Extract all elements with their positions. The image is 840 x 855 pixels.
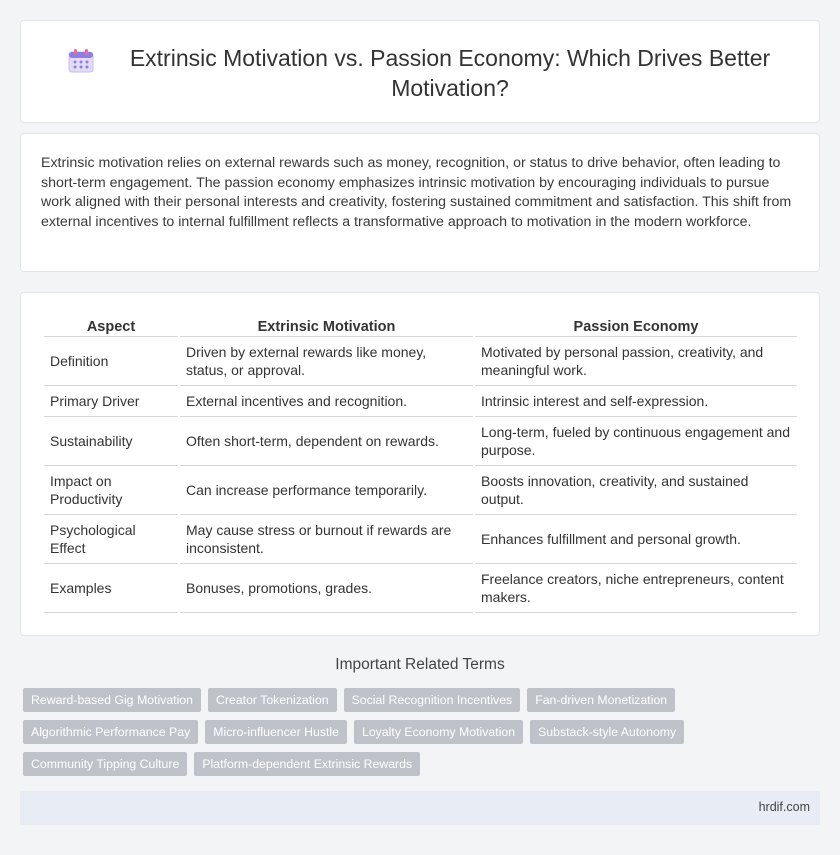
cell-passion: Intrinsic interest and self-expression. xyxy=(475,386,797,417)
tag-link[interactable]: Creator Tokenization xyxy=(208,688,337,712)
cell-extrinsic: Often short-term, dependent on rewards. xyxy=(180,417,473,466)
header-passion: Passion Economy xyxy=(475,315,797,337)
cell-extrinsic: Bonuses, promotions, grades. xyxy=(180,564,473,613)
cell-extrinsic: External incentives and recognition. xyxy=(180,386,473,417)
comparison-table xyxy=(42,315,799,613)
cell-aspect: Sustainability xyxy=(44,417,178,466)
cell-extrinsic: Can increase performance temporarily. xyxy=(180,466,473,515)
cell-aspect: Primary Driver xyxy=(44,386,178,417)
cell-passion: Boosts innovation, creativity, and sustained output. xyxy=(475,466,797,515)
footer-site-link[interactable]: hrdif.com xyxy=(758,800,810,814)
cell-aspect: Psychological Effect xyxy=(44,515,178,564)
cell-extrinsic: Driven by external rewards like money, status, or approval. xyxy=(180,337,473,386)
tag-link[interactable]: Reward-based Gig Motivation xyxy=(23,688,201,712)
cell-extrinsic: May cause stress or burnout if rewards are inconsistent. xyxy=(180,515,473,564)
table-row xyxy=(44,515,797,564)
comparison-card xyxy=(20,292,820,636)
tag-link[interactable]: Substack-style Autonomy xyxy=(530,720,684,744)
footer xyxy=(20,791,820,825)
tag-link[interactable]: Platform-dependent Extrinsic Rewards xyxy=(194,752,420,776)
tag-link[interactable]: Micro-influencer Hustle xyxy=(205,720,347,744)
header-aspect: Aspect xyxy=(44,315,178,337)
cell-passion: Long-term, fueled by continuous engagement and purpose. xyxy=(475,417,797,466)
table-row xyxy=(44,564,797,613)
header-extrinsic: Extrinsic Motivation xyxy=(180,315,473,337)
cell-passion: Freelance creators, niche entrepreneurs, content makers. xyxy=(475,564,797,613)
table-row xyxy=(44,466,797,515)
header-card xyxy=(20,20,820,123)
cell-passion: Enhances fulfillment and personal growth. xyxy=(475,515,797,564)
tag-link[interactable]: Fan-driven Monetization xyxy=(527,688,675,712)
table-row xyxy=(44,337,797,386)
cell-aspect: Impact on Productivity xyxy=(44,466,178,515)
tag-link[interactable]: Algorithmic Performance Pay xyxy=(23,720,198,744)
related-terms-list xyxy=(23,688,823,784)
table-row xyxy=(44,417,797,466)
cell-aspect: Definition xyxy=(44,337,178,386)
tag-link[interactable]: Loyalty Economy Motivation xyxy=(354,720,523,744)
intro-paragraph: Extrinsic motivation relies on external rewards such as money, recognition, or status to drive behavior, often leading to short-term engagement. The passion economy emphasizes intrinsic motivation by encouraging individuals to pursue work aligned with their personal interests and creativity, fostering sustained commitment and satisfaction. This shift from external incentives to internal fulfillment reflects a transformative approach to motivation in the modern workforce. xyxy=(41,155,792,230)
related-terms-title: Important Related Terms xyxy=(335,656,505,673)
cell-passion: Motivated by personal passion, creativity, and meaningful work. xyxy=(475,337,797,386)
page-title: Extrinsic Motivation vs. Passion Economy: Which Drives Better Motivation? xyxy=(129,45,771,101)
intro-card xyxy=(20,133,820,272)
cell-aspect: Examples xyxy=(44,564,178,613)
table-header-row xyxy=(44,315,797,337)
table-row xyxy=(44,386,797,417)
tag-link[interactable]: Community Tipping Culture xyxy=(23,752,187,776)
tag-link[interactable]: Social Recognition Incentives xyxy=(344,688,521,712)
